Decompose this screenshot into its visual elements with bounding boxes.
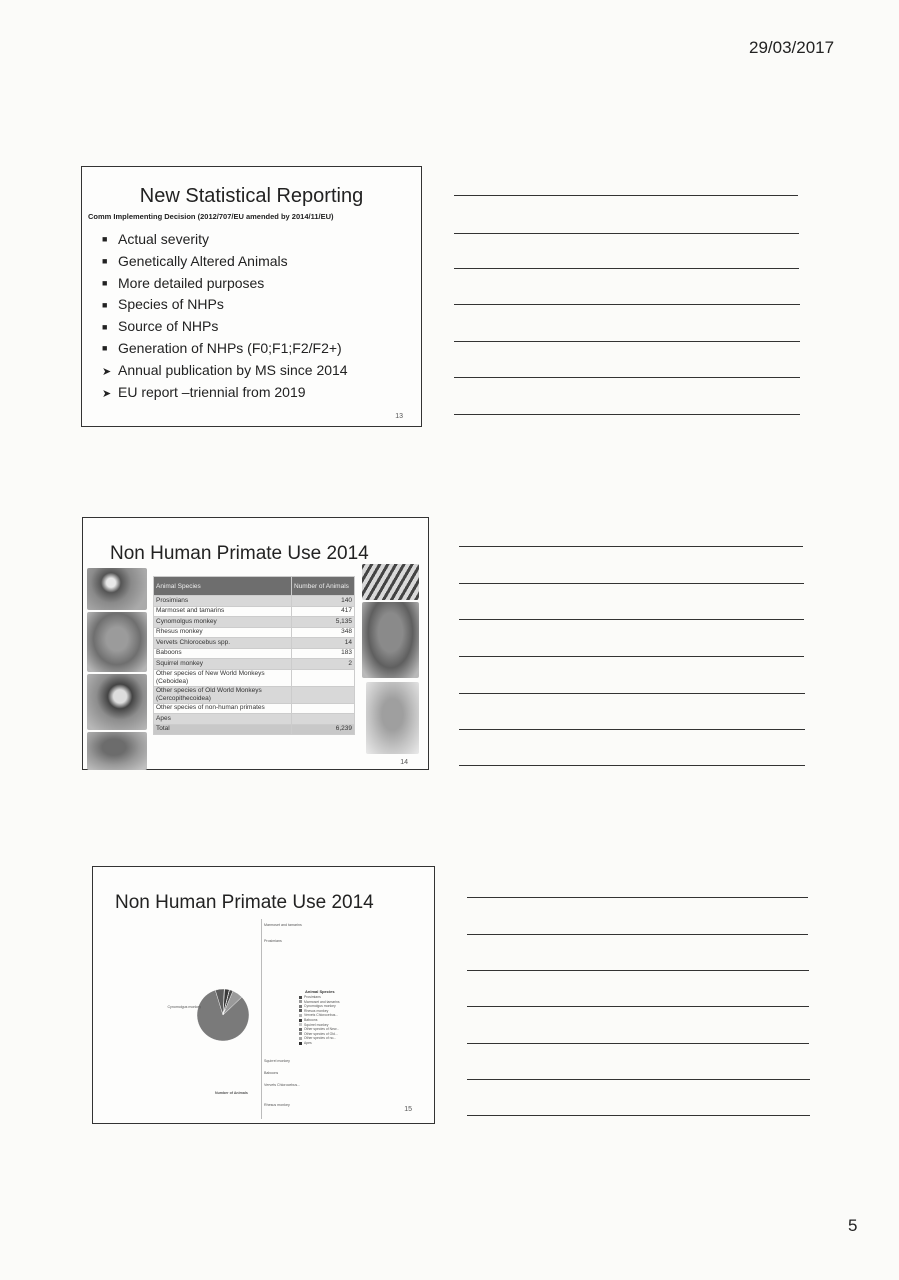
note-line — [459, 693, 805, 694]
legend-label: Rhesus monkey — [304, 1008, 329, 1013]
slide-subtitle: Comm Implementing Decision (2012/707/EU amended by 2014/11/EU) — [88, 212, 334, 221]
baboon-photo — [362, 602, 419, 678]
pie-callout-label: Marmoset and tamarins — [264, 923, 302, 927]
pie-callout-label: Baboons — [264, 1071, 279, 1075]
legend-swatch — [299, 1014, 302, 1017]
table-row: Squirrel monkey 2 — [154, 659, 355, 670]
legend-item — [299, 1027, 339, 1031]
table-row: Other species of Old World Monkeys (Cercopithecoidea) — [154, 686, 355, 703]
legend-label: Cynomolgus monkey — [304, 1004, 336, 1009]
note-line — [467, 897, 808, 898]
chart-legend — [299, 995, 359, 1055]
table-row: Marmoset and tamarins 417 — [154, 606, 355, 617]
callout-guide-line — [261, 919, 262, 1119]
nhp-species-table — [153, 576, 355, 735]
bullet-item: ■ Actual severity — [102, 229, 348, 251]
pie-callout-label: Cynomolgus monkey — [167, 1005, 201, 1009]
table-row: Other species of New World Monkeys (Ceboidea) — [154, 669, 355, 686]
table-row: Rhesus monkey 348 — [154, 627, 355, 638]
note-line — [467, 1043, 809, 1044]
legend-swatch — [299, 1028, 302, 1031]
legend-swatch — [299, 1042, 302, 1045]
macaque-photo — [87, 612, 147, 672]
legend-label: Prosimians — [304, 995, 321, 999]
note-line — [467, 970, 809, 971]
bullet-item: ■ More detailed purposes — [102, 273, 348, 295]
legend-label: Marmoset and tamarins — [304, 999, 340, 1004]
note-line — [467, 1006, 809, 1007]
legend-swatch — [299, 1005, 302, 1008]
legend-label: Other species of New... — [304, 1027, 340, 1032]
bullet-list — [102, 229, 348, 403]
monkey-photo — [87, 732, 147, 770]
note-line — [459, 583, 804, 584]
slide-title: New Statistical Reporting — [139, 185, 364, 207]
legend-item — [299, 1013, 338, 1017]
bullet-item: ➤ EU report –triennial from 2019 — [102, 382, 348, 404]
note-line — [459, 619, 804, 620]
legend-swatch — [299, 1019, 302, 1022]
pie-callout-label: Squirrel monkey — [264, 1059, 290, 1063]
bullet-item: ■ Source of NHPs — [102, 316, 348, 338]
note-line — [454, 268, 799, 269]
notes-lines — [459, 546, 805, 771]
bullet-item: ■ Genetically Altered Animals — [102, 251, 348, 273]
page-number: 5 — [848, 1216, 858, 1235]
slide-1 — [81, 166, 422, 427]
legend-swatch — [299, 996, 302, 999]
legend-swatch — [299, 1000, 302, 1003]
notes-lines — [467, 897, 810, 1122]
baboon-face-photo — [366, 682, 419, 754]
bullet-item: ■ Species of NHPs — [102, 294, 348, 316]
pie-callout-label: Prosimians — [264, 939, 282, 943]
marmoset-photo — [87, 568, 147, 610]
note-line — [459, 546, 803, 547]
legend-item — [299, 1000, 340, 1004]
slide-title: Non Human Primate Use 2014 — [110, 543, 369, 564]
note-line — [454, 233, 799, 234]
table-header-cell: Number of Animals — [292, 577, 355, 596]
note-line — [454, 195, 798, 196]
legend-item — [299, 1036, 336, 1040]
table-row: Baboons 183 — [154, 648, 355, 659]
table-header-row — [154, 577, 355, 596]
legend-item — [299, 1018, 317, 1022]
note-line — [454, 414, 800, 415]
table-header-cell: Animal Species — [154, 577, 292, 596]
legend-label: Vervets Chlorocebus... — [304, 1013, 339, 1018]
legend-label: Apes — [304, 1041, 312, 1045]
note-line — [467, 1079, 810, 1080]
note-line — [467, 1115, 810, 1116]
table-total-row: Total 6,239 — [154, 724, 355, 735]
legend-item — [299, 1009, 328, 1013]
legend-label: Baboons — [304, 1018, 318, 1022]
note-line — [467, 934, 808, 935]
legend-title: Animal Species — [305, 989, 335, 994]
square-bullet-icon: ■ — [102, 343, 108, 354]
note-line — [459, 656, 804, 657]
square-bullet-icon: ■ — [102, 321, 108, 332]
slide-title: Non Human Primate Use 2014 — [115, 892, 374, 913]
pie-callout-label: Rhesus monkey — [264, 1103, 290, 1107]
slide-3 — [92, 866, 435, 1124]
header-date: 29/03/2017 — [749, 38, 835, 57]
note-line — [459, 765, 805, 766]
table-row: Vervets Chlorocebus spp. 14 — [154, 638, 355, 649]
square-bullet-icon: ■ — [102, 299, 108, 310]
legend-swatch — [299, 1023, 302, 1026]
legend-item — [299, 1041, 312, 1045]
chart-x-label: Number of Animals — [215, 1091, 248, 1095]
legend-swatch — [299, 1032, 302, 1035]
square-bullet-icon: ■ — [102, 234, 108, 245]
table-row: Cynomolgus monkey 5,135 — [154, 617, 355, 628]
vervet-photo — [87, 674, 147, 730]
lemur-photo — [362, 564, 419, 600]
arrow-bullet-icon: ➤ — [102, 387, 112, 400]
note-line — [454, 304, 800, 305]
note-line — [459, 729, 805, 730]
slide-number: 14 — [400, 759, 408, 766]
slide-number: 13 — [395, 413, 403, 420]
table-row: Apes — [154, 714, 355, 725]
pie-chart — [173, 985, 273, 1045]
arrow-bullet-icon: ➤ — [102, 365, 112, 378]
table-row: Prosimians 140 — [154, 596, 355, 607]
legend-swatch — [299, 1009, 302, 1012]
note-line — [454, 377, 800, 378]
square-bullet-icon: ■ — [102, 256, 108, 267]
legend-label: Squirrel monkey — [304, 1022, 329, 1027]
bullet-item: ■ Generation of NHPs (F0;F1;F2/F2+) — [102, 338, 348, 360]
pie-callout-label: Vervets Chlorocebus... — [264, 1083, 301, 1087]
table-row: Other species of non-human primates — [154, 703, 355, 714]
slide-2 — [82, 517, 429, 770]
legend-item — [299, 995, 321, 999]
notes-lines — [454, 195, 800, 425]
legend-swatch — [299, 1037, 302, 1040]
bullet-item: ➤ Annual publication by MS since 2014 — [102, 360, 348, 382]
legend-label: Other species of Old... — [304, 1031, 338, 1036]
legend-item — [299, 1004, 336, 1008]
slide-number: 15 — [404, 1106, 412, 1113]
legend-label: Other species of no... — [304, 1036, 337, 1041]
square-bullet-icon: ■ — [102, 277, 108, 288]
note-line — [454, 341, 800, 342]
legend-item — [299, 1032, 338, 1036]
legend-item — [299, 1023, 329, 1027]
